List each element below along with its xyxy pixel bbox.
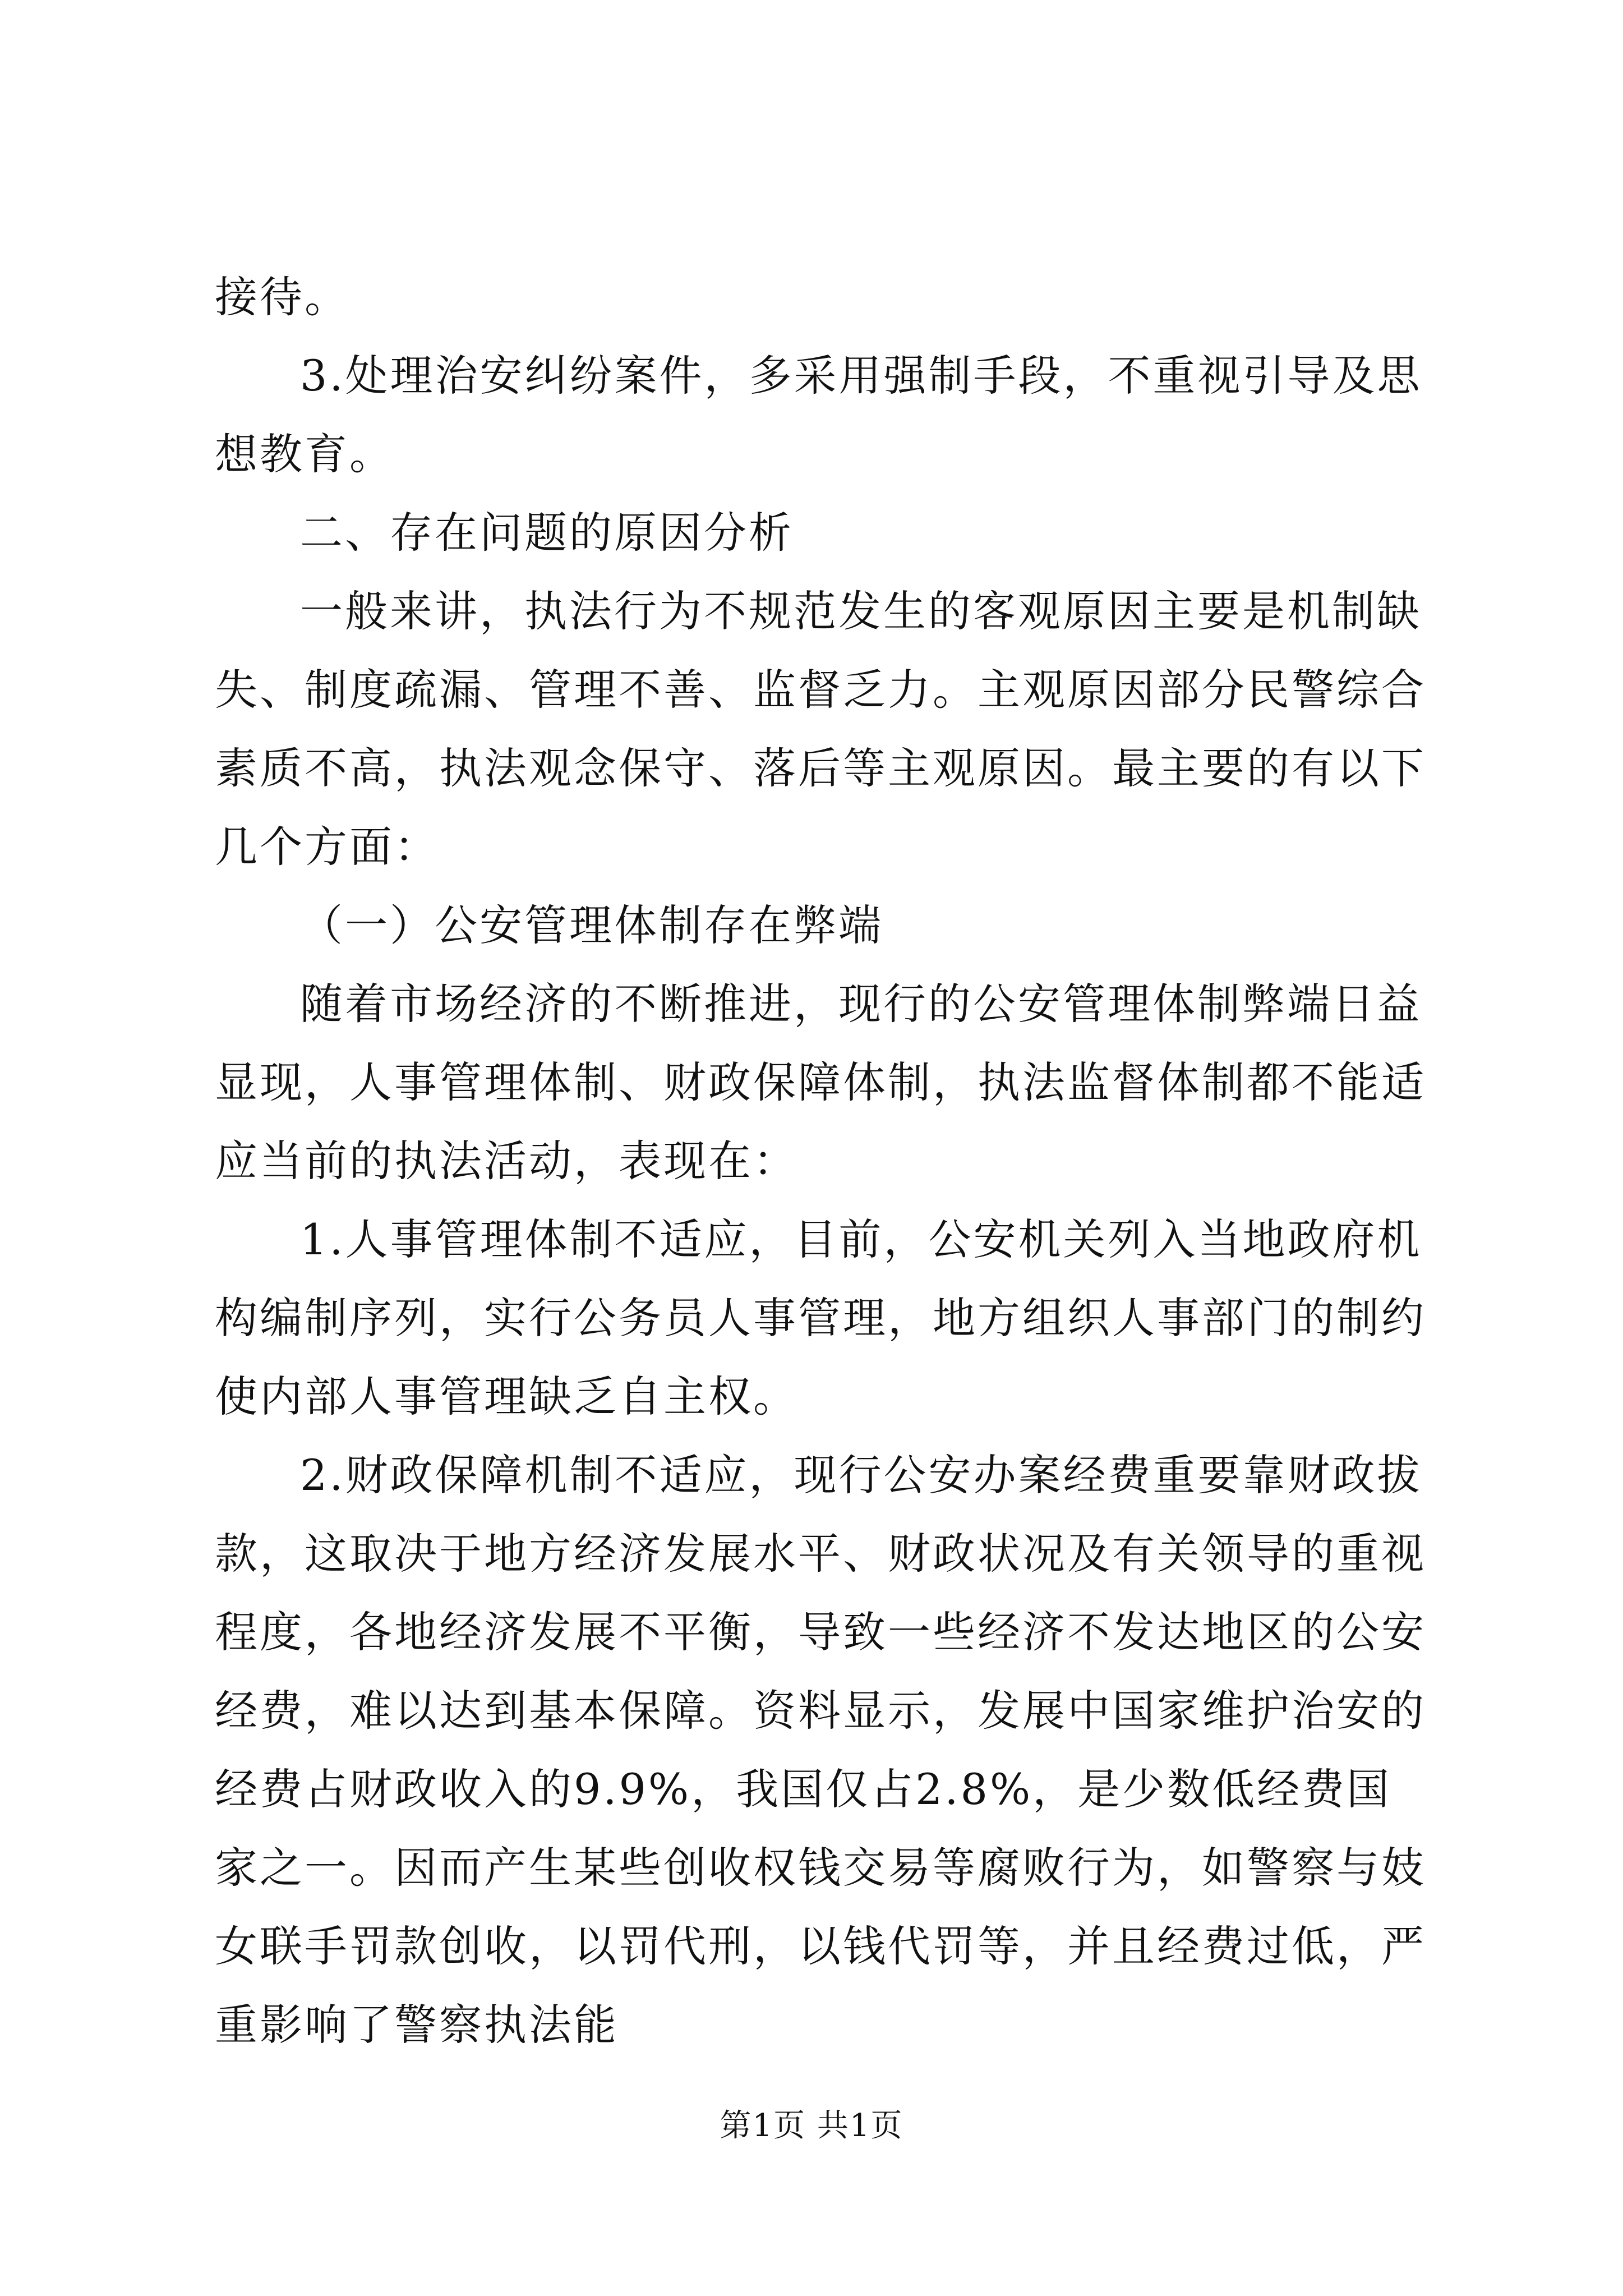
section-heading-2: 二、存在问题的原因分析 [300, 508, 794, 558]
paragraph-3: 一般来讲，执法行为不规范发生的客观原因主要是机制缺失、制度疏漏、管理不善、监督乏力。主观原因部分民警综合素质不高，执法观念保守、落后等主观原因。最主要的有以下几个方面： [215, 586, 1426, 872]
paragraph-6: 2.财政保障机制不适应，现行公安办案经费重要靠财政拔款，这取决于地方经济发展水平、财政状况及有关领导的重视程度，各地经济发展不平衡，导致一些经济不发达地区的公安经费，难以达到基本保障。资料显示，发展中国家维护治安的经费占财政收入的9.9%，我国仅占2.8%，是少数低经费国家之一。因而产生某些创收权钱交易等腐败行为，如警察与妓女联手罚款创收，以罚代刑，以钱代罚等，并且经费过低，严重影响了警察执法能 [215, 1450, 1426, 2050]
document-body [215, 258, 1426, 2064]
paragraph-2: 3.处理治安纠纷案件，多采用强制手段，不重视引导及思想教育。 [215, 351, 1422, 479]
paragraph-1: 接待。 [215, 272, 349, 322]
page-footer: 第1页 共1页 [720, 2108, 903, 2144]
paragraph-5: 1.人事管理体制不适应，目前，公安机关列入当地政府机构编制序列，实行公务员人事管理，地方组织人事部门的制约使内部人事管理缺乏自主权。 [215, 1214, 1426, 1421]
subsection-heading-1: （一）公安管理体制存在弊端 [300, 900, 883, 950]
paragraph-4: 随着市场经济的不断推进，现行的公安管理体制弊端日益显现，人事管理体制、财政保障体制，执法监督体制都不能适应当前的执法活动，表现在： [215, 979, 1426, 1186]
